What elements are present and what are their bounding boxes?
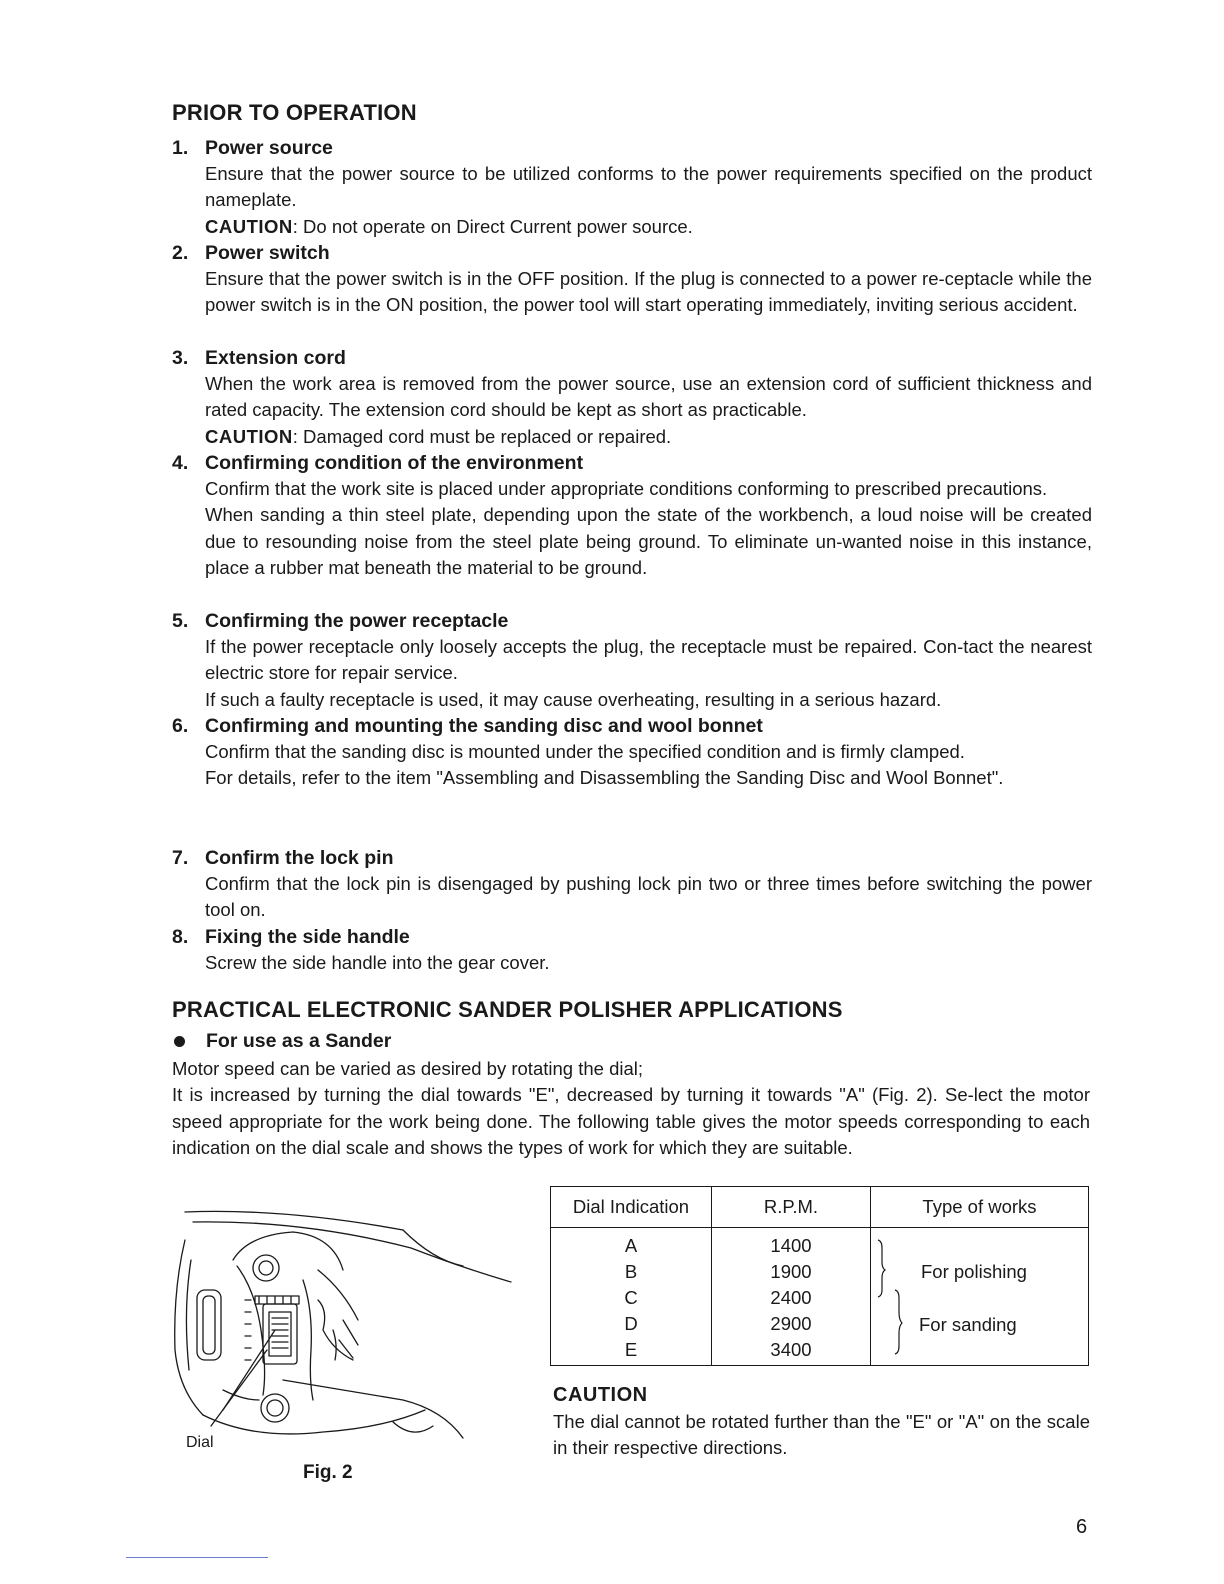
item-text: Confirm that the sanding disc is mounted under the specified condition and is firmly clamped. xyxy=(205,741,965,762)
item-extension-cord xyxy=(172,345,1092,450)
dial-column xyxy=(551,1228,712,1366)
dial-a: A xyxy=(624,1235,638,1256)
bullet-icon xyxy=(174,1036,185,1047)
item-text-2: When sanding a thin steel plate, depending upon the state of the workbench, a loud noise will be created due to resounding noise from the steel plate being ground. To eliminate un-wanted noise in this instance, place a rubber mat beneath the material to be ground. xyxy=(205,504,1092,578)
item-heading: Confirming the power receptacle xyxy=(205,610,509,632)
rpm-a: 1400 xyxy=(770,1235,812,1256)
item-heading: Fixing the side handle xyxy=(205,926,410,948)
item-text: If the power receptacle only loosely accepts the plug, the receptacle must be repaired. Con-tact the nearest electric store for repair service. xyxy=(205,636,1092,684)
item-text: Confirm that the lock pin is disengaged by pushing lock pin two or three times before switching the power tool on. xyxy=(205,873,1092,921)
table-body-row xyxy=(551,1228,1089,1366)
intro-paragraph-1: Motor speed can be varied as desired by rotating the dial; xyxy=(172,1058,644,1079)
dial-b: B xyxy=(624,1261,638,1282)
item-number: 8. xyxy=(172,926,189,948)
item-side-handle xyxy=(172,924,1092,976)
page-number: 6 xyxy=(1076,1516,1088,1538)
item-sanding-disc xyxy=(172,713,1092,792)
item-power-receptacle xyxy=(172,608,1092,713)
header-type-of-works: Type of works xyxy=(871,1187,1089,1228)
item-heading: Confirm the lock pin xyxy=(205,847,394,869)
section-title-applications: PRACTICAL ELECTRONIC SANDER POLISHER APPLICATIONS xyxy=(172,997,843,1022)
fig2-sander-dial-illustration xyxy=(163,1200,523,1460)
caution-line xyxy=(205,424,1092,450)
caution-label: CAUTION xyxy=(205,215,293,237)
item-number: 2. xyxy=(172,242,189,264)
header-rpm: R.P.M. xyxy=(712,1187,871,1228)
item-number: 4. xyxy=(172,452,189,474)
dial-c: C xyxy=(624,1287,638,1308)
bullet-heading-text: For use as a Sander xyxy=(206,1030,392,1052)
rpm-column xyxy=(712,1228,871,1366)
item-number: 5. xyxy=(172,610,189,632)
type-column xyxy=(871,1228,1089,1366)
item-number: 1. xyxy=(172,137,189,159)
caution-text: : Damaged cord must be replaced or repaired. xyxy=(292,425,672,447)
fig-dial-label: Dial xyxy=(186,1434,214,1451)
rpm-d: 2900 xyxy=(770,1313,812,1334)
footer-rule xyxy=(126,1557,268,1558)
item-number: 7. xyxy=(172,847,189,869)
item-environment xyxy=(172,450,1092,581)
bullet-heading xyxy=(172,1030,391,1053)
dial-d: D xyxy=(624,1313,638,1334)
item-heading: Power source xyxy=(205,137,333,159)
item-lock-pin xyxy=(172,845,1092,924)
item-text: When the work area is removed from the power source, use an extension cord of sufficient thickness and rated capacity. The extension cord should be kept as short as practicable. xyxy=(205,373,1092,421)
rpm-b: 1900 xyxy=(770,1261,812,1282)
item-number: 3. xyxy=(172,347,189,369)
type-sanding: For sanding xyxy=(919,1314,1017,1335)
speed-table xyxy=(550,1186,1089,1366)
intro-paragraph-2: It is increased by turning the dial towards "E", decreased by turning it towards "A" (Fig. 2). Se-lect the motor speed appropriate for the work being done. The following table gives the motor speeds corresponding to each indication on the dial scale and shows the types of work for which they are suitable. xyxy=(172,1084,1090,1158)
item-text: Ensure that the power switch is in the OFF position. If the plug is connected to a power re-ceptacle while the power switch is in the ON position, the power tool will start operating immediately, inviting serious accident. xyxy=(205,268,1092,316)
item-text: Screw the side handle into the gear cover. xyxy=(205,952,550,973)
header-dial-indication: Dial Indication xyxy=(551,1187,712,1228)
item-heading: Extension cord xyxy=(205,347,346,369)
caution-block xyxy=(553,1384,1090,1462)
fig-caption: Fig. 2 xyxy=(303,1462,353,1483)
item-heading: Power switch xyxy=(205,242,330,264)
rpm-e: 3400 xyxy=(770,1339,812,1360)
type-polishing: For polishing xyxy=(921,1261,1027,1282)
item-heading: Confirming and mounting the sanding disc and wool bonnet xyxy=(205,715,763,737)
item-number: 6. xyxy=(172,715,189,737)
rpm-c: 2400 xyxy=(770,1287,812,1308)
item-text: Ensure that the power source to be utilized conforms to the power requirements specified on the product nameplate. xyxy=(205,163,1092,211)
caution-title: CAUTION xyxy=(553,1384,648,1406)
dial-e: E xyxy=(624,1339,638,1360)
item-power-source xyxy=(172,135,1092,240)
table-header-row xyxy=(551,1187,1089,1228)
item-text-2: If such a faulty receptacle is used, it may cause overheating, resulting in a serious hazard. xyxy=(205,688,942,710)
item-text: Confirm that the work site is placed under appropriate conditions conforming to prescribed precautions. xyxy=(205,478,1048,499)
caution-label: CAUTION xyxy=(205,425,293,447)
caution-text: The dial cannot be rotated further than the "E" or "A" on the scale in their respective directions. xyxy=(553,1411,1090,1459)
caution-text: : Do not operate on Direct Current power source. xyxy=(292,215,693,237)
section-title-prior-to-operation: PRIOR TO OPERATION xyxy=(172,100,417,125)
caution-line xyxy=(205,214,1092,240)
item-power-switch xyxy=(172,240,1092,319)
item-heading: Confirming condition of the environment xyxy=(205,452,584,474)
item-text-2: For details, refer to the item "Assembling and Disassembling the Sanding Disc and Wool Bonnet". xyxy=(205,767,1004,789)
brace-icon xyxy=(871,1228,931,1363)
applications-intro xyxy=(172,1056,1090,1161)
